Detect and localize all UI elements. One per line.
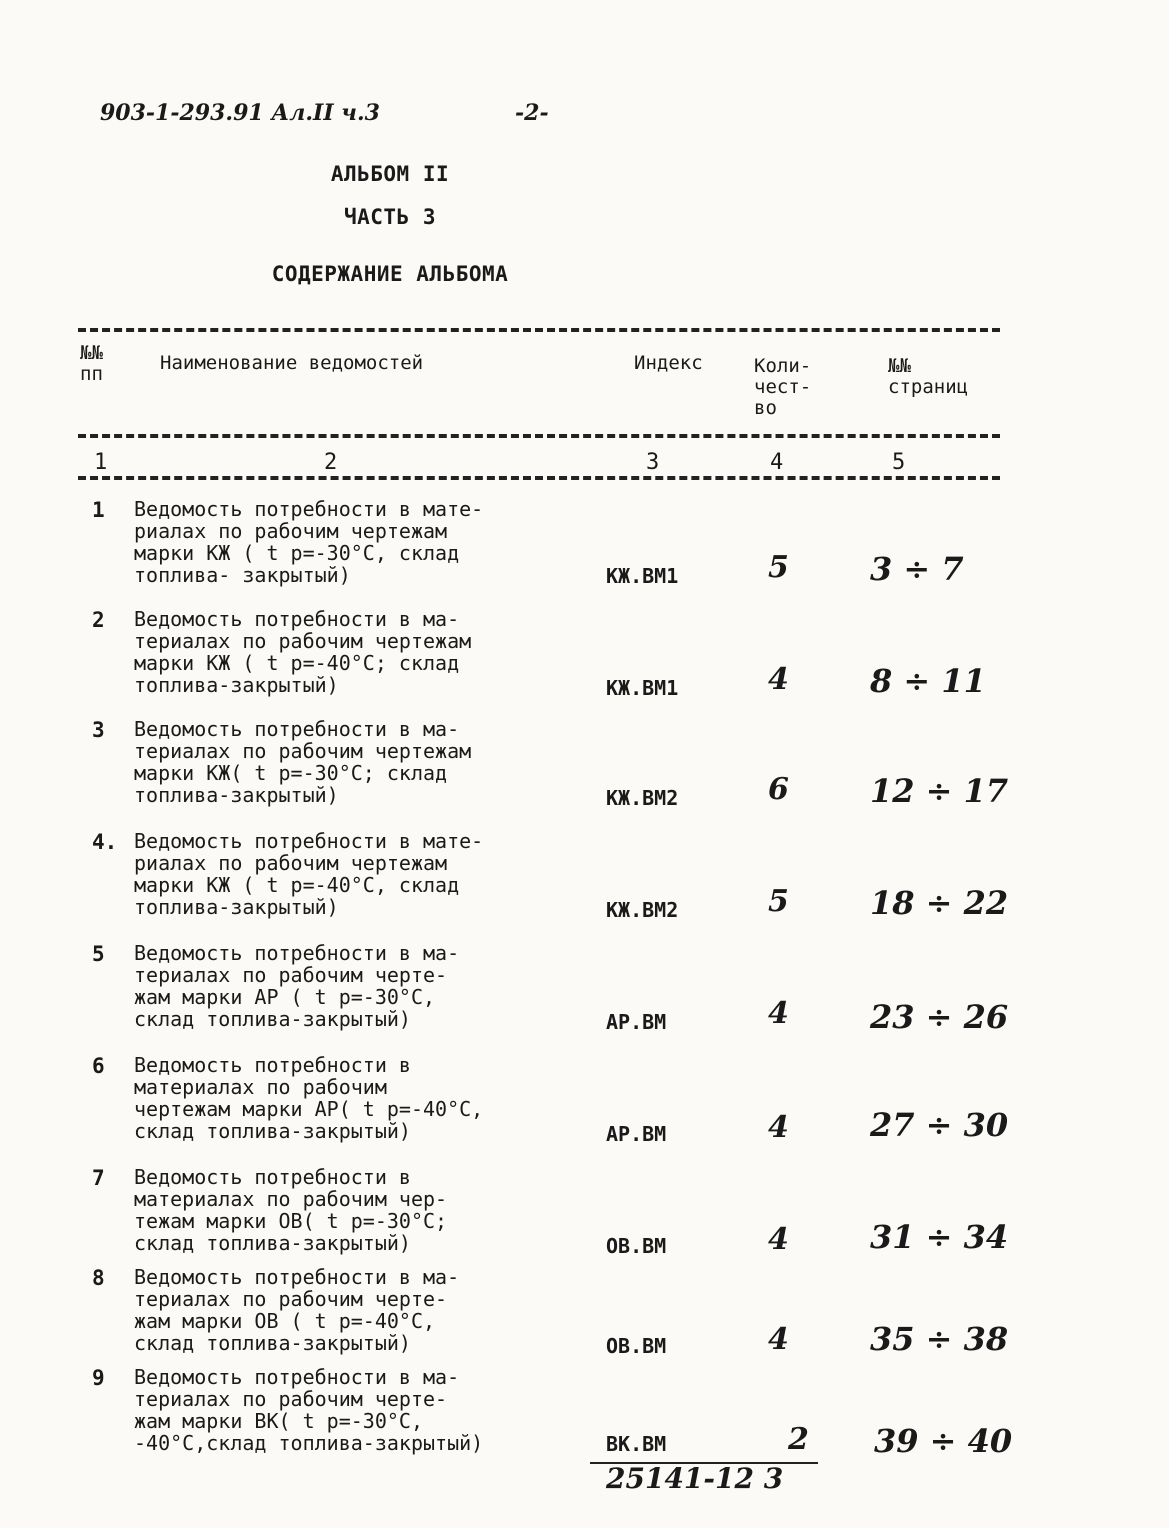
row-index: КЖ.ВМ2 (606, 786, 679, 810)
album-title: АЛЬБОМ II (330, 162, 450, 186)
row-index: ОВ.ВМ (606, 1334, 667, 1358)
part-title: ЧАСТЬ 3 (343, 205, 436, 229)
table-header-rule (78, 434, 1000, 438)
column-number: 4 (770, 450, 784, 475)
row-number: 9 (92, 1366, 105, 1390)
row-number: 7 (92, 1166, 105, 1190)
row-pages: 23 ÷ 26 (870, 998, 1009, 1036)
row-name: Ведомость потребности в ма- териалах по рабочим черте- жам марки ВК( t р=-30°С, -40°С,склад топлива-закрытый) (134, 1365, 484, 1455)
row-qty: 5 (768, 550, 789, 585)
row-index: АР.ВМ (606, 1010, 667, 1034)
row-name: Ведомость потребности в материалах по рабочим чер- тежам марки ОВ( t р=-30°С; склад топлива-закрытый) (134, 1165, 448, 1255)
row-number: 8 (92, 1266, 105, 1290)
row-pages: 39 ÷ 40 (874, 1422, 1013, 1460)
row-pages: 8 ÷ 11 (870, 662, 986, 700)
row-name: Ведомость потребности в ма- териалах по рабочим черте- жам марки АР ( t р=-30°С, склад топлива-закрытый) (134, 941, 460, 1031)
footer-code: 25141-12 3 (606, 1462, 784, 1495)
row-pages: 3 ÷ 7 (870, 550, 964, 588)
row-index: ОВ.ВМ (606, 1234, 667, 1258)
header-pages: №№ страниц (888, 355, 969, 398)
row-qty: 2 (788, 1422, 809, 1457)
row-index: ВК.ВМ (606, 1432, 667, 1456)
row-qty: 4 (768, 996, 789, 1031)
column-number-row (78, 450, 1000, 484)
column-number: 1 (94, 450, 108, 475)
row-qty: 4 (768, 662, 789, 697)
row-number: 2 (92, 608, 105, 632)
row-qty: 4 (768, 1110, 789, 1145)
document-code: 903-1-293.91 Ал.II ч.3 (100, 100, 380, 126)
page-number: -2- (515, 100, 549, 126)
row-name: Ведомость потребности в материалах по рабочим чертежам марки АР( t р=-40°С, склад топлива-закрытый) (134, 1053, 484, 1143)
header-index: Индекс (634, 352, 703, 374)
row-qty: 4 (768, 1322, 789, 1357)
row-number: 5 (92, 942, 105, 966)
column-number: 2 (324, 450, 338, 475)
row-name: Ведомость потребности в мате- риалах по рабочим чертежам марки КЖ ( t р=-30°С, склад топлива- закрытый) (134, 497, 484, 587)
row-qty: 6 (768, 772, 789, 807)
row-number: 3 (92, 718, 105, 742)
header-name: Наименование ведомостей (160, 352, 424, 374)
column-number: 3 (646, 450, 660, 475)
row-number: 1 (92, 498, 105, 522)
row-pages: 35 ÷ 38 (870, 1320, 1009, 1358)
row-index: КЖ.ВМ2 (606, 898, 679, 922)
row-index: КЖ.ВМ1 (606, 676, 679, 700)
row-pages: 31 ÷ 34 (870, 1218, 1009, 1256)
row-index: КЖ.ВМ1 (606, 564, 679, 588)
row-qty: 5 (768, 884, 789, 919)
row-pages: 18 ÷ 22 (870, 884, 1009, 922)
row-pages: 12 ÷ 17 (870, 772, 1009, 810)
row-index: АР.ВМ (606, 1122, 667, 1146)
row-number: 6 (92, 1054, 105, 1078)
column-number: 5 (892, 450, 906, 475)
row-number: 4. (92, 830, 118, 854)
contents-title: СОДЕРЖАНИЕ АЛЬБОМА (271, 262, 509, 286)
header-qty: Коли- чест- во (754, 355, 812, 419)
column-number-rule (78, 476, 1000, 480)
row-name: Ведомость потребности в ма- териалах по рабочим чертежам марки КЖ ( t р=-40°С; склад топлива-закрытый) (134, 607, 472, 697)
table-top-rule (78, 328, 1000, 332)
row-qty: 4 (768, 1222, 789, 1257)
row-pages: 27 ÷ 30 (870, 1106, 1009, 1144)
row-name: Ведомость потребности в ма- териалах по рабочим черте- жам марки ОВ ( t р=-40°С, склад топлива-закрытый) (134, 1265, 460, 1355)
row-name: Ведомость потребности в ма- териалах по рабочим чертежам марки КЖ( t р=-30°С; склад топлива-закрытый) (134, 717, 472, 807)
header-num: №№ пп (80, 342, 103, 385)
row-name: Ведомость потребности в мате- риалах по рабочим чертежам марки КЖ ( t р=-40°С, склад топлива-закрытый) (134, 829, 484, 919)
